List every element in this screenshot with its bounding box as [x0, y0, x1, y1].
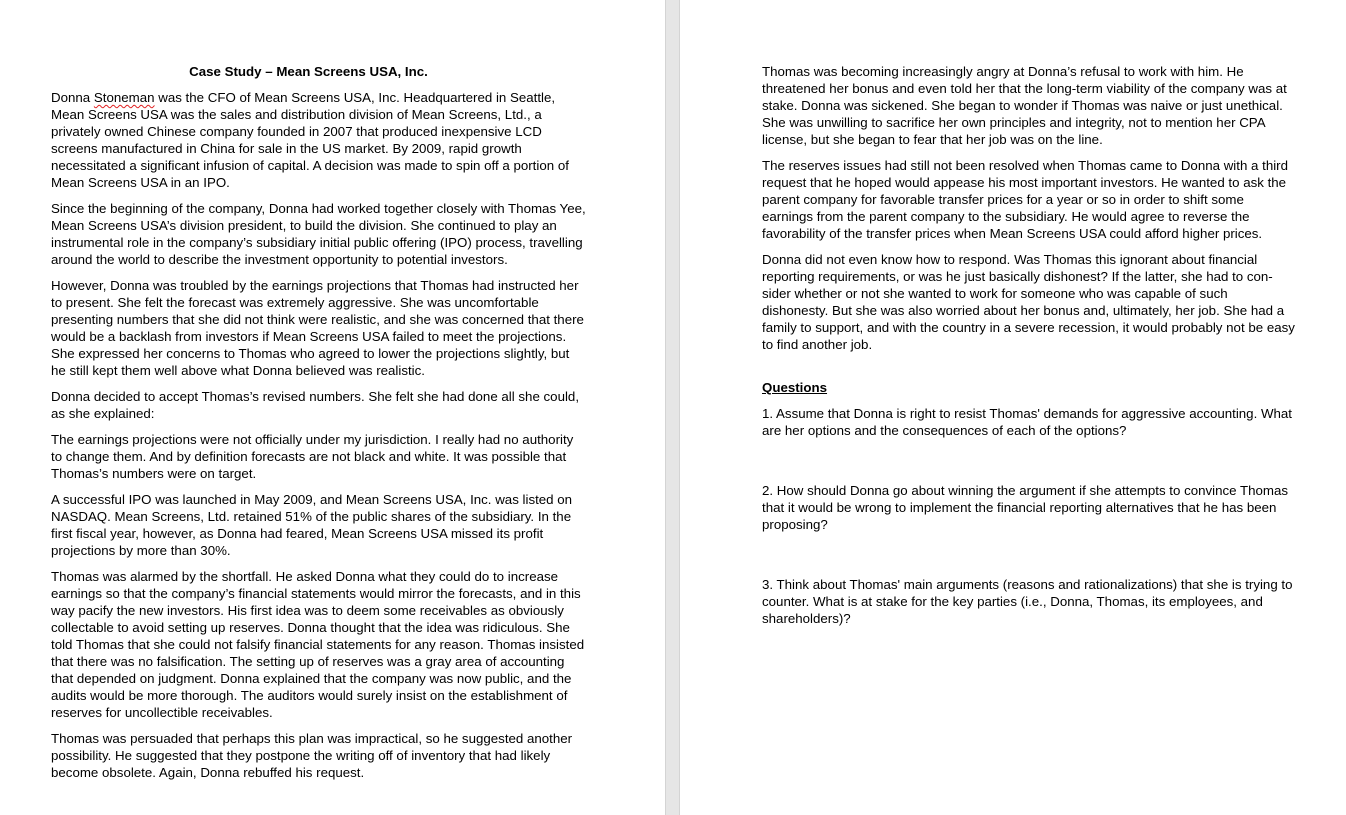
- page-content-left[interactable]: [51, 63, 586, 790]
- document-page-right[interactable]: [680, 0, 1346, 815]
- paragraph-1-start: Donna: [51, 90, 94, 105]
- quoted-paragraph: The earnings projections were not officially under my jurisdiction. I really had no authority to change them. And by definition forecasts are not black and white. It was possible that Thomas’s numbers were on target.: [51, 432, 574, 481]
- blank-lines: [762, 448, 1296, 482]
- paragraph-4: Donna decided to accept Thomas’s revised numbers. She felt she had done all she could, as she explained:: [51, 389, 580, 421]
- questions-heading: Questions: [762, 380, 828, 395]
- document-page-left[interactable]: [0, 0, 665, 815]
- page-gap: [665, 0, 680, 815]
- question-2: 2. How should Donna go about winning the argument if she attempts to convince Thomas that it would be wrong to implement the financial reporting alternatives that he has been proposing?: [762, 483, 1289, 532]
- page-content-right[interactable]: [762, 63, 1296, 636]
- document-title: Case Study – Mean Screens USA, Inc.: [189, 64, 428, 79]
- paragraph-11: Donna did not even know how to respond. Was Thomas this ignorant about financial reporting requirements, or was he just basically dishonest? If the latter, she had to con-sider whether or not she wanted to work for someone who was capable of such dishonesty. But she was also worried about her bonus and, ultimately, her job. She had a family to support, and with the country in a severe recession, it would probably not be easy to find another job.: [762, 252, 1295, 352]
- paragraph-1: [51, 89, 586, 191]
- paragraph-9: Thomas was becoming increasingly angry at Donna’s refusal to work with him. He threatened her bonus and even told her that the long-term viability of the company was at stake. Donna was sickened. She began to wonder if Thomas was naive or just unethical. She was unwilling to sacrifice her own principles and integrity, not to mention her CPA license, but she began to fear that her job was on the line.: [762, 64, 1287, 147]
- paragraph-6: A successful IPO was launched in May 2009, and Mean Screens USA, Inc. was listed on NASDAQ. Mean Screens, Ltd. retained 51% of the public shares of the subsidiary. In the first fiscal year, however, as Donna had feared, Mean Screens USA missed its profit projections by more than 30%.: [51, 492, 573, 558]
- misspelled-word[interactable]: Stoneman: [93, 90, 155, 105]
- paragraph-8: Thomas was persuaded that perhaps this plan was impractical, so he suggested another possibility. He suggested that they postpone the writing off of inventory that had likely become obsolete. Again, Donna rebuffed his request.: [51, 731, 573, 780]
- question-3: 3. Think about Thomas' main arguments (reasons and rationalizations) that she is trying to counter. What is at stake for the key parties (i.e., Donna, Thomas, its employees, and shareholders)?: [762, 577, 1293, 626]
- paragraph-7: Thomas was alarmed by the shortfall. He asked Donna what they could do to increase earnings so that the company’s financial statements would mirror the forecasts, and in this way pacify the new investors. His first idea was to deem some receivables as obviously collectable to avoid setting up reserves. Donna thought that the idea was ridiculous. She told Thomas that she could not falsify financial statements for any reason. Thomas insisted that there was no falsification. The setting up of reserves was a gray area of accounting that depended on judgment. Donna explained that the company was now public, and the audits would be more thorough. The auditors would surely insist on the establishment of reserves for uncollectible receivables.: [51, 569, 585, 720]
- paragraph-2: Since the beginning of the company, Donna had worked together closely with Thomas Yee, Mean Screens USA’s division president, to build the division. She continued to play an instrumental role in the company’s subsidiary initial public offering (IPO) process, travelling around the world to describe the investment opportunity to potential investors.: [51, 201, 586, 267]
- blank-lines: [762, 542, 1296, 576]
- paragraph-3: However, Donna was troubled by the earnings projections that Thomas had instructed her to present. She felt the forecast was extremely aggressive. She was uncomfortable presenting numbers that she did not think were realistic, and she was concerned that there would be a backlash from investors if Mean Screens USA failed to meet the projections. She expressed her concerns to Thomas who agreed to lower the projections slightly, but he still kept them well above what Donna believed was realistic.: [51, 278, 584, 378]
- blank-line: [762, 362, 1296, 379]
- question-1: 1. Assume that Donna is right to resist Thomas' demands for aggressive accounting. What are her options and the consequences of each of the options?: [762, 406, 1292, 438]
- paragraph-10: The reserves issues had still not been resolved when Thomas came to Donna with a third request that he hoped would appease his most important investors. He wanted to ask the parent company for favorable transfer prices for a year or so in order to shift some earnings from the parent company to the subsidiary. He would agree to reverse the favorability of the transfer prices when Mean Screens USA could afford higher prices.: [762, 158, 1288, 241]
- paragraph-1-rest: was the CFO of Mean Screens USA, Inc. Headquartered in Seattle, Mean Screens USA was the sales and distribution division of Mean Screens, Ltd., a privately owned Chinese company founded in 2007 that produced inexpensive LCD screens manufactured in China for sale in the US market. By 2009, rapid growth necessitated a significant infusion of capital. A decision was made to spin off a portion of Mean Screens USA in an IPO.: [51, 90, 569, 190]
